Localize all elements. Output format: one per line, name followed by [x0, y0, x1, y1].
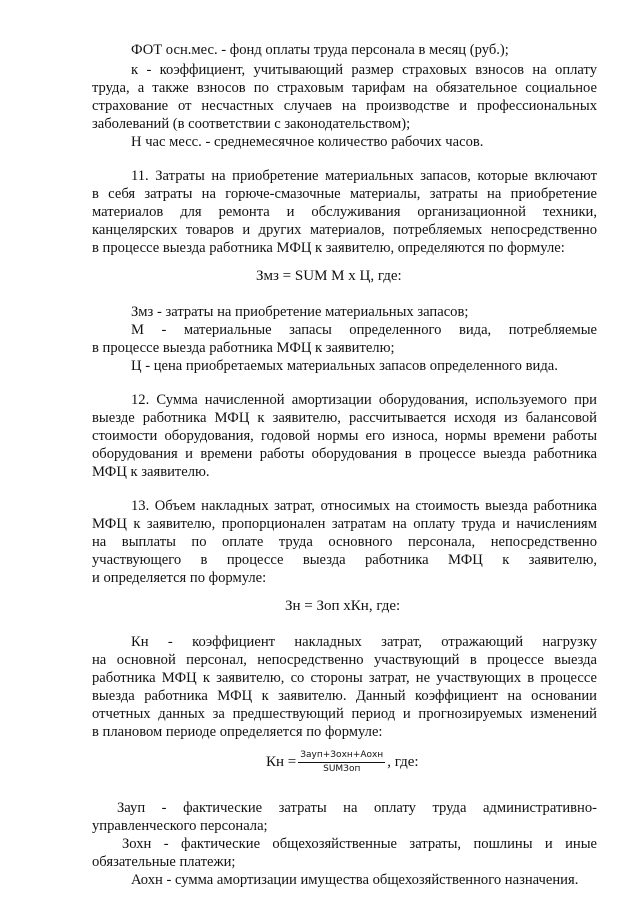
text-line: труда, а также взносов по страховым тарифам на обязательное социальное	[92, 80, 597, 96]
text-line: управленческого персонала;	[92, 818, 268, 834]
text-line: ФОТ осн.мес. - фонд оплаты труда персонала в месяц (руб.);	[131, 42, 509, 58]
text-line: Зауп - фактические затраты на оплату труда административно-	[117, 800, 597, 816]
text-line: страхование от несчастных случаев на производстве и профессиональных	[92, 98, 597, 114]
text-line: в процессе выезда работника МФЦ к заявителю;	[92, 340, 395, 356]
text-line: Змз - затраты на приобретение материальных запасов;	[131, 304, 469, 320]
text-line: выезда работника МФЦ к заявителю. Данный коэффициент на основании	[92, 688, 597, 704]
formula-tail: , где:	[387, 753, 419, 770]
formula-lhs: Кн =	[266, 753, 297, 770]
formula-overhead-coefficient	[266, 750, 419, 775]
text-line: стоимости оборудования, годовой нормы его износа, нормы времени работы	[92, 428, 597, 444]
fraction-denominator: SUMЗоп	[323, 764, 361, 774]
text-line: МФЦ к заявителю.	[92, 464, 210, 480]
text-line: Ц - цена приобретаемых материальных запасов определенного вида.	[131, 358, 558, 374]
text-line: Зохн - фактические общехозяйственные затраты, пошлины и иные	[122, 836, 597, 852]
text-line: Аохн - сумма амортизации имущества общехозяйственного назначения.	[131, 872, 579, 888]
text-line: 11. Затраты на приобретение материальных запасов, которые включают	[131, 168, 597, 184]
text-line: МФЦ к заявителю, пропорционален затратам на оплату труда и начислениям	[92, 516, 597, 532]
formula-overhead-costs: Зн = Зоп хКн, где:	[285, 598, 401, 614]
text-line: в плановом периоде определяется по формуле:	[92, 724, 383, 740]
text-line: оборудования и времени работы оборудования в процессе выезда работника	[92, 446, 597, 462]
text-line: участвующего в процессе выезда работника МФЦ к заявителю,	[92, 552, 597, 568]
text-line: на основной персонал, непосредственно участвующий в процессе выезда	[92, 652, 597, 668]
text-line: материалов для ремонта и обслуживания организационной техники,	[92, 204, 597, 220]
text-line: выезде работника МФЦ к заявителю, рассчитывается исходя из балансовой	[92, 410, 597, 426]
text-line: к - коэффициент, учитывающий размер страховых взносов на оплату	[131, 62, 597, 78]
text-line: и определяется по формуле:	[92, 570, 267, 586]
text-line: 12. Сумма начисленной амортизации оборудования, используемого при	[131, 392, 597, 408]
text-line: в процессе выезда работника МФЦ к заявителю, определяются по формуле:	[92, 240, 565, 256]
text-line: М - материальные запасы определенного вида, потребляемые	[131, 322, 597, 338]
text-line: работника МФЦ к заявителю, со стороны затрат, не участвующих в процессе	[92, 670, 597, 686]
text-line: в себя затраты на горюче-смазочные материалы, затраты на приобретение	[92, 186, 597, 202]
text-line: канцелярских товаров и других материалов, потребляемых непосредственно	[92, 222, 597, 238]
formula-material-costs: Змз = SUM М х Ц, где:	[256, 268, 402, 284]
text-line: Н час месс. - среднемесячное количество рабочих часов.	[131, 134, 484, 150]
fraction-numerator: Зауп+Зохн+Аохн	[298, 750, 385, 763]
text-line: на выплаты по оплате труда основного персонала, непосредственно	[92, 534, 597, 550]
text-line: обязательные платежи;	[92, 854, 236, 870]
text-line: Кн - коэффициент накладных затрат, отражающий нагрузку	[131, 634, 597, 650]
text-line: 13. Объем накладных затрат, относимых на стоимость выезда работника	[131, 498, 597, 514]
formula-fraction	[298, 750, 385, 775]
text-line: отчетных данных за предшествующий период и прогнозируемых изменений	[92, 706, 597, 722]
text-line: заболеваний (в соответствии с законодательством);	[92, 116, 411, 132]
